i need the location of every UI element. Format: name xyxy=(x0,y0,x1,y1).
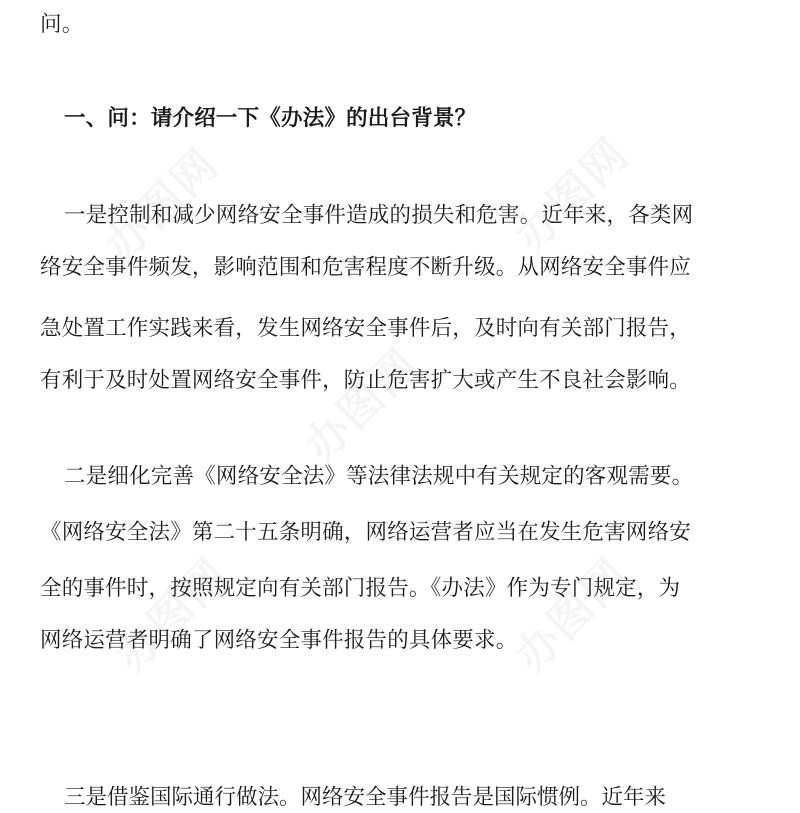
paragraph-2-line: 《网络安全法》第二十五条明确，网络运营者应当在发生危害网络安 xyxy=(40,520,692,545)
paragraph-2-line: 网络运营者明确了网络安全事件报告的具体要求。 xyxy=(40,628,518,653)
paragraph-2-line: 二是细化完善《网络安全法》等法律法规中有关规定的客观需要。 xyxy=(64,464,694,489)
paragraph-3-line-partial: 三是借鉴国际通行做法。网络安全事件报告是国际惯例。近年来 xyxy=(64,785,667,810)
paragraph-1-line: 络安全事件频发，影响范围和危害程度不断升级。从网络安全事件应 xyxy=(40,255,692,280)
paragraph-1-line: 有利于及时处置网络安全事件，防止危害扩大或产生不良社会影响。 xyxy=(40,368,692,393)
watermark-logo xyxy=(98,541,241,684)
paragraph-1-line: 一是控制和减少网络安全事件造成的损失和危害。近年来，各类网 xyxy=(64,203,694,228)
paragraph-2-line: 全的事件时，按照规定向有关部门报告。《办法》作为专门规定，为 xyxy=(40,576,681,601)
paragraph-1-line: 急处置工作实践来看，发生网络安全事件后，及时向有关部门报告， xyxy=(40,316,692,341)
question-heading: 一、问：请介绍一下《办法》的出台背景？ xyxy=(64,106,477,131)
watermark-logo xyxy=(498,541,641,684)
watermark-logo xyxy=(498,121,641,264)
text-line: 问。 xyxy=(40,12,84,37)
watermark-logo xyxy=(288,331,431,474)
